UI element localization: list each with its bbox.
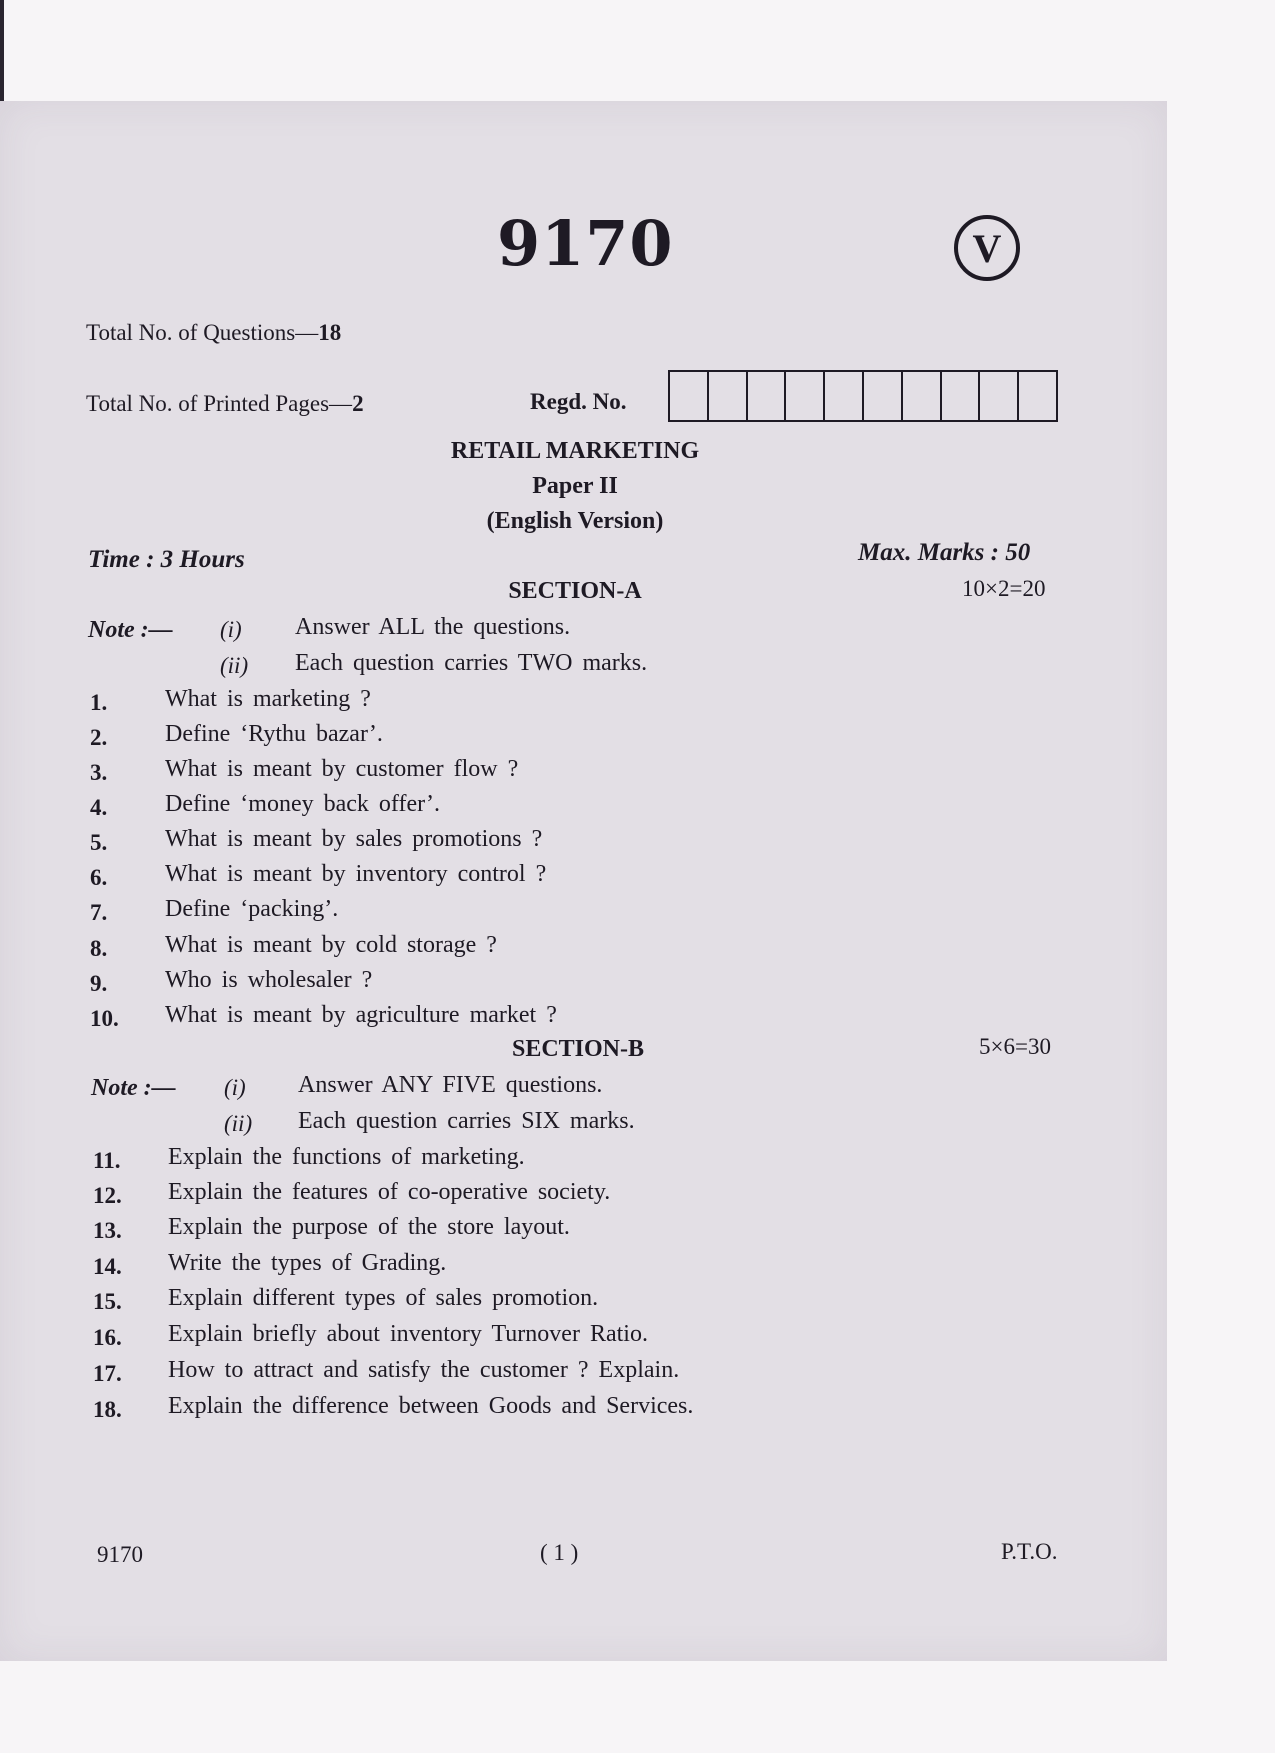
question-text: Explain the features of co-operative society. (168, 1179, 611, 1205)
question-text: Explain the difference between Goods and Services. (168, 1393, 694, 1419)
regd-cell[interactable] (670, 372, 709, 420)
regd-cell[interactable] (942, 372, 981, 420)
please-turn-over: P.T.O. (1001, 1539, 1058, 1564)
question-number: 5. (90, 830, 108, 855)
question-text: Explain the purpose of the store layout. (168, 1214, 570, 1240)
section-a-title: SECTION-A (508, 578, 642, 604)
total-questions-value: 18 (318, 320, 342, 345)
time-limit: Time : 3 Hours (88, 546, 245, 573)
question-number: 13. (93, 1218, 122, 1243)
section-b-note-text: Answer ANY FIVE questions. (298, 1072, 603, 1098)
question-text: What is meant by sales promotions ? (165, 826, 543, 852)
question-number: 2. (90, 725, 108, 750)
question-text: Explain briefly about inventory Turnover Ratio. (168, 1321, 648, 1347)
section-a-marks: 10×2=20 (962, 576, 1046, 601)
question-number: 18. (93, 1397, 122, 1422)
regd-cell[interactable] (748, 372, 787, 420)
question-number: 15. (93, 1289, 122, 1314)
section-a-note-text: Each question carries TWO marks. (295, 650, 648, 676)
question-text: What is meant by cold storage ? (165, 932, 497, 958)
question-text: Explain different types of sales promotion. (168, 1285, 599, 1311)
regd-cell[interactable] (1019, 372, 1056, 420)
question-text: What is meant by customer flow ? (165, 756, 519, 782)
question-number: 3. (90, 760, 108, 785)
section-b-note-num: (i) (224, 1075, 246, 1100)
section-b-title: SECTION-B (511, 1036, 645, 1062)
question-text: Define ‘Rythu bazar’. (165, 721, 383, 747)
question-text: How to attract and satisfy the customer ? Explain. (168, 1357, 680, 1383)
section-b-note-num: (ii) (224, 1111, 253, 1136)
question-text: Write the types of Grading. (168, 1250, 447, 1276)
section-a-note-label: Note :— (88, 617, 173, 643)
section-a-note-num: (ii) (220, 653, 249, 678)
regd-cell[interactable] (786, 372, 825, 420)
regd-cell[interactable] (980, 372, 1019, 420)
regd-cell[interactable] (709, 372, 748, 420)
page-number: ( 1 ) (540, 1540, 579, 1565)
question-number: 10. (90, 1006, 119, 1031)
regd-no-boxes[interactable] (668, 370, 1058, 422)
scan-edge (0, 0, 4, 115)
total-questions-label: Total No. of Questions— (86, 320, 319, 345)
paper-number: Paper II (532, 473, 618, 499)
question-number: 12. (93, 1183, 122, 1208)
section-b-marks: 5×6=30 (979, 1034, 1051, 1059)
section-b-note-text: Each question carries SIX marks. (298, 1108, 635, 1134)
subject-title: RETAIL MARKETING (450, 438, 700, 464)
footer-paper-code: 9170 (97, 1542, 143, 1567)
question-number: 11. (93, 1148, 121, 1173)
question-text: Define ‘packing’. (165, 896, 339, 922)
question-number: 17. (93, 1361, 122, 1386)
total-pages (86, 391, 364, 417)
question-number: 4. (90, 795, 108, 820)
section-a-note-num: (i) (220, 617, 242, 642)
question-number: 1. (90, 690, 108, 715)
version-badge-letter: V (972, 225, 1002, 271)
total-pages-label: Total No. of Printed Pages— (86, 391, 353, 416)
total-questions (86, 320, 341, 346)
question-number: 16. (93, 1325, 122, 1350)
regd-no-label: Regd. No. (530, 389, 627, 414)
section-b-note-label: Note :— (91, 1075, 176, 1101)
question-number: 9. (90, 971, 108, 996)
total-pages-value: 2 (352, 391, 364, 416)
regd-cell[interactable] (864, 372, 903, 420)
version-badge (954, 215, 1020, 281)
question-text: Explain the functions of marketing. (168, 1144, 525, 1170)
question-text: What is meant by inventory control ? (165, 861, 547, 887)
section-a-note-text: Answer ALL the questions. (295, 614, 571, 640)
paper-code: 9170 (497, 207, 674, 280)
regd-cell[interactable] (903, 372, 942, 420)
question-number: 14. (93, 1254, 122, 1279)
max-marks: Max. Marks : 50 (858, 539, 1031, 566)
version-label: (English Version) (486, 508, 664, 534)
question-text: What is marketing ? (165, 686, 371, 712)
question-number: 8. (90, 936, 108, 961)
question-text: Who is wholesaler ? (165, 967, 373, 993)
question-number: 6. (90, 865, 108, 890)
question-number: 7. (90, 900, 108, 925)
question-text: Define ‘money back offer’. (165, 791, 440, 817)
regd-cell[interactable] (825, 372, 864, 420)
question-text: What is meant by agriculture market ? (165, 1002, 557, 1028)
